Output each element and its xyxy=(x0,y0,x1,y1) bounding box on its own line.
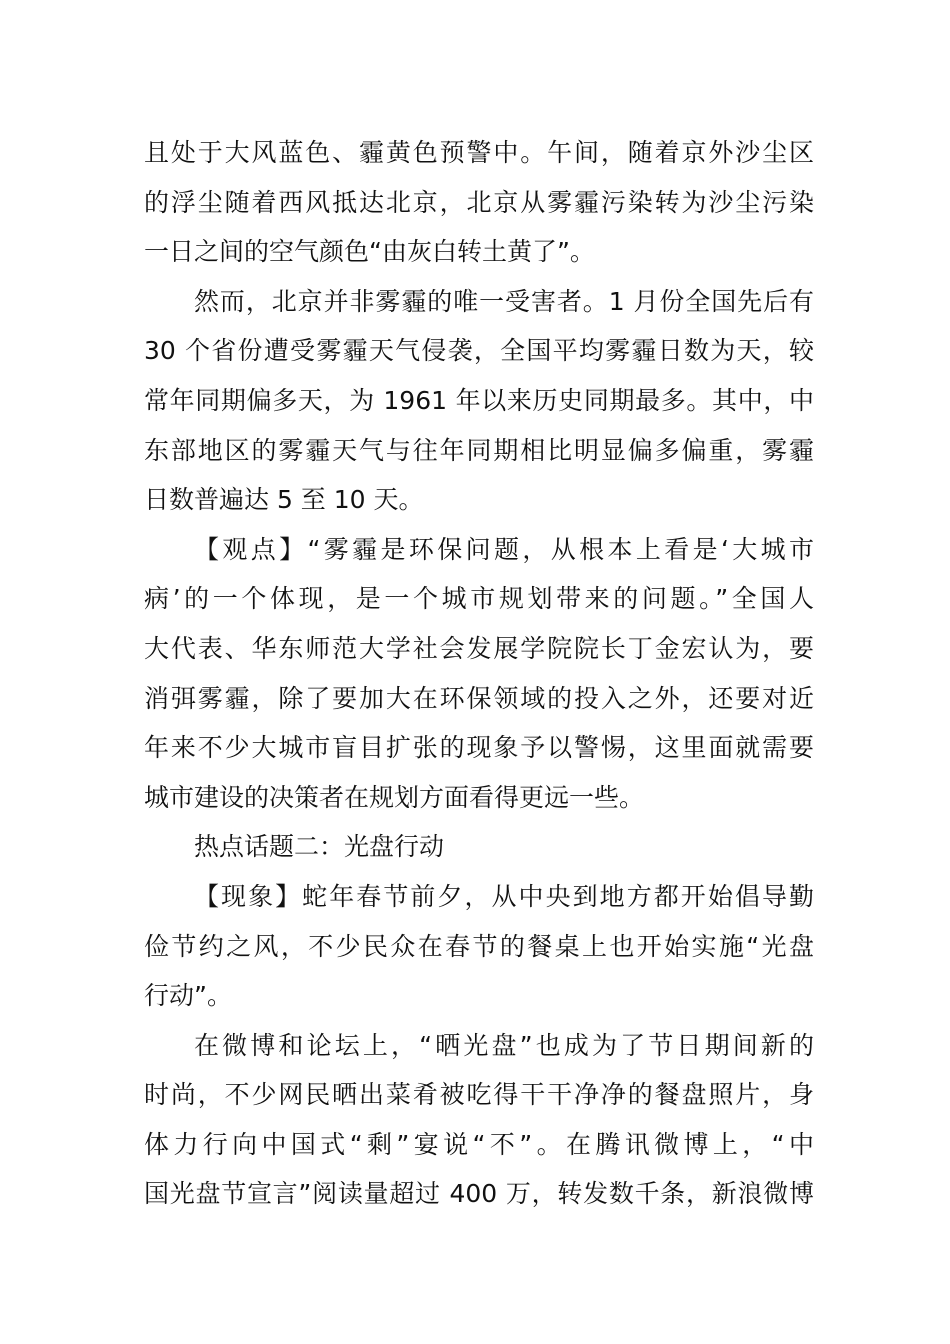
text-line: 消弭雾霾，除了要加大在环保领域的投入之外，还要对近 xyxy=(144,683,814,713)
text-line: 城市建设的决策者在规划方面看得更远一些。 xyxy=(144,782,645,812)
text-line: 日数普遍达 5 至 10 天。 xyxy=(144,485,424,515)
text-line: 行动”。 xyxy=(144,981,232,1011)
text-line: 大代表、华东师范大学社会发展学院院长丁金宏认为，要 xyxy=(144,633,814,663)
section-heading: 热点话题二：光盘行动 xyxy=(194,832,445,862)
text-line: 年来不少大城市盲目扩张的现象予以警惕，这里面就需要 xyxy=(144,733,814,763)
paragraph-first-line: 然而，北京并非雾霾的唯一受害者。1 月份全国先后有 xyxy=(194,286,814,316)
paragraph-first-line: 【观点】“雾霾是环保问题，从根本上看是‘大城市 xyxy=(194,534,814,564)
paragraph-first-line: 【现象】蛇年春节前夕，从中央到地方都开始倡导勤 xyxy=(194,881,814,911)
text-line: 30 个省份遭受雾霾天气侵袭，全国平均雾霾日数为天，较 xyxy=(144,336,814,366)
text-line: 时尚，不少网民晒出菜肴被吃得干干净净的餐盘照片，身 xyxy=(144,1080,814,1110)
text-line: 东部地区的雾霾天气与往年同期相比明显偏多偏重，雾霾 xyxy=(144,435,814,465)
text-line: 病’的一个体现，是一个城市规划带来的问题。”全国人 xyxy=(144,584,814,614)
text-line: 体力行向中国式“剩”宴说“不”。在腾讯微博上，“中 xyxy=(144,1129,814,1159)
text-line: 常年同期偏多天，为 1961 年以来历史同期最多。其中，中 xyxy=(144,385,814,415)
text-line: 一日之间的空气颜色“由灰白转土黄了”。 xyxy=(144,237,595,267)
text-line: 且处于大风蓝色、霾黄色预警中。午间，随着京外沙尘区 xyxy=(144,138,814,167)
text-line: 俭节约之风，不少民众在春节的餐桌上也开始实施“光盘 xyxy=(144,931,814,961)
text-line: 国光盘节宣言”阅读量超过 400 万，转发数千条，新浪微博 xyxy=(144,1179,814,1209)
paragraph-first-line: 在微博和论坛上，“晒光盘”也成为了节日期间新的 xyxy=(194,1030,814,1060)
body-text xyxy=(144,128,814,1219)
text-line: 的浮尘随着西风抵达北京，北京从雾霾污染转为沙尘污染 xyxy=(144,187,814,217)
